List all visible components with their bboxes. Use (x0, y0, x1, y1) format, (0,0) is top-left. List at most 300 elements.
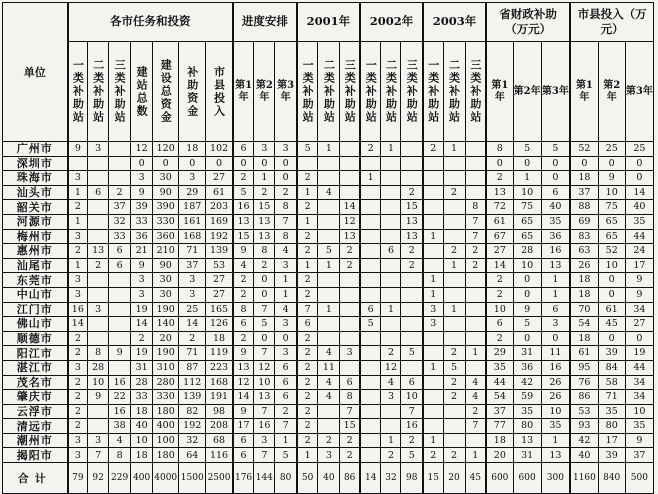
value-cell: 90 (153, 258, 179, 273)
value-cell: 2 (297, 390, 318, 405)
value-cell: 82 (179, 404, 206, 419)
value-cell: 13 (513, 433, 541, 448)
value-cell: 18 (570, 273, 598, 288)
value-cell: 1 (297, 258, 318, 273)
value-cell: 13 (486, 185, 513, 200)
value-cell: 37 (486, 404, 513, 419)
value-cell: 840 (598, 463, 625, 494)
value-cell: 6 (401, 375, 423, 390)
value-cell: 5 (318, 244, 340, 259)
value-cell (318, 404, 340, 419)
value-cell (423, 375, 443, 390)
station-class-header: 二类补助站 (443, 42, 465, 142)
value-cell: 16 (109, 375, 131, 390)
value-cell: 9 (131, 258, 153, 273)
value-cell: 40 (318, 463, 340, 494)
table-row (3, 171, 654, 186)
value-cell (401, 302, 423, 317)
value-cell: 2 (68, 404, 88, 419)
value-cell: 19 (131, 302, 153, 317)
value-cell: 13 (340, 229, 360, 244)
value-cell: 32 (381, 463, 401, 494)
value-cell: 19 (625, 346, 653, 361)
value-cell: 210 (153, 244, 179, 259)
value-cell: 79 (68, 463, 88, 494)
value-cell (360, 375, 381, 390)
value-cell: 39 (131, 200, 153, 215)
value-cell: 4 (318, 390, 340, 405)
value-cell: 10 (486, 302, 513, 317)
value-cell: 28 (88, 360, 109, 375)
value-cell: 2 (233, 287, 254, 302)
value-cell (443, 200, 465, 215)
value-cell: 2 (443, 346, 465, 361)
value-cell: 12 (381, 360, 401, 375)
value-cell: 5 (360, 317, 381, 332)
progress-year-header: 第2年 (254, 42, 275, 142)
value-cell: 7 (465, 229, 486, 244)
value-cell: 61 (598, 302, 625, 317)
value-cell (360, 419, 381, 434)
value-cell: 35 (541, 419, 570, 434)
value-cell (465, 287, 486, 302)
value-cell (465, 317, 486, 332)
value-cell: 42 (513, 375, 541, 390)
value-cell (297, 156, 318, 171)
funding-year-header: 第2年 (598, 42, 625, 142)
value-cell: 25 (179, 302, 206, 317)
value-cell: 88 (570, 200, 598, 215)
value-cell (360, 346, 381, 361)
value-cell: 3 (275, 258, 297, 273)
value-cell: 14 (233, 390, 254, 405)
value-cell: 13 (401, 229, 423, 244)
value-cell (109, 273, 131, 288)
unit-cell: 佛山市 (3, 317, 68, 332)
value-cell: 31 (513, 448, 541, 463)
value-cell (401, 360, 423, 375)
station-class-header: 二类补助站 (318, 42, 340, 142)
value-cell: 4 (109, 433, 131, 448)
value-cell: 112 (179, 375, 206, 390)
value-cell: 61 (486, 214, 513, 229)
value-cell (109, 287, 131, 302)
value-cell (381, 185, 401, 200)
value-cell: 37 (570, 185, 598, 200)
value-cell: 27 (625, 317, 653, 332)
value-cell: 76 (570, 375, 598, 390)
value-cell (109, 360, 131, 375)
value-cell: 2 (401, 244, 423, 259)
value-cell (340, 360, 360, 375)
value-cell: 16 (109, 404, 131, 419)
value-cell: 1 (443, 258, 465, 273)
value-cell: 59 (513, 390, 541, 405)
value-cell: 14 (340, 200, 360, 215)
table-row (3, 200, 654, 215)
value-cell: 33 (109, 229, 131, 244)
value-cell: 2 (297, 419, 318, 434)
unit-cell: 阳江市 (3, 346, 68, 361)
value-cell: 0 (254, 287, 275, 302)
unit-cell: 汕尾市 (3, 258, 68, 273)
value-cell: 29 (486, 346, 513, 361)
value-cell: 38 (109, 419, 131, 434)
table-row (3, 317, 654, 332)
value-cell: 360 (153, 229, 179, 244)
value-cell: 5 (297, 142, 318, 157)
station-class-header: 一类补助站 (297, 42, 318, 142)
value-cell (465, 433, 486, 448)
unit-cell: 中山市 (3, 287, 68, 302)
value-cell: 400 (131, 463, 153, 494)
value-cell: 330 (153, 214, 179, 229)
value-cell: 2 (68, 200, 88, 215)
value-cell: 1 (513, 171, 541, 186)
value-cell: 2 (423, 448, 443, 463)
value-cell: 2 (297, 287, 318, 302)
value-cell: 14 (179, 317, 206, 332)
value-cell (318, 200, 340, 215)
table-row (3, 244, 654, 259)
value-cell: 4 (233, 258, 254, 273)
value-cell (423, 258, 443, 273)
value-cell (443, 404, 465, 419)
value-cell: 169 (206, 214, 233, 229)
value-cell: 39 (598, 448, 625, 463)
value-cell (109, 156, 131, 171)
value-cell: 2 (88, 258, 109, 273)
value-cell: 2 (360, 142, 381, 157)
value-cell (381, 229, 401, 244)
value-cell: 1 (541, 433, 570, 448)
value-cell: 2 (254, 185, 275, 200)
value-cell: 44 (625, 229, 653, 244)
value-cell: 6 (297, 317, 318, 332)
value-cell: 1 (297, 185, 318, 200)
value-cell: 31 (131, 360, 153, 375)
value-cell (423, 331, 443, 346)
table-row (3, 375, 654, 390)
value-cell: 70 (570, 302, 598, 317)
value-cell: 1 (423, 287, 443, 302)
value-cell: 37 (625, 448, 653, 463)
value-cell: 64 (179, 448, 206, 463)
value-cell: 44 (625, 360, 653, 375)
unit-cell: 惠州市 (3, 244, 68, 259)
value-cell: 22 (109, 390, 131, 405)
value-cell: 191 (206, 390, 233, 405)
value-cell (423, 156, 443, 171)
value-cell: 40 (570, 448, 598, 463)
value-cell: 1 (68, 214, 88, 229)
value-cell: 34 (625, 375, 653, 390)
value-cell: 75 (513, 200, 541, 215)
value-cell (88, 214, 109, 229)
value-cell (318, 273, 340, 288)
value-cell: 8 (465, 200, 486, 215)
value-cell (381, 317, 401, 332)
value-cell: 54 (570, 317, 598, 332)
value-cell: 53 (570, 404, 598, 419)
value-cell: 5 (401, 448, 423, 463)
value-cell: 5 (443, 360, 465, 375)
value-cell: 1 (360, 171, 381, 186)
value-cell: 6 (275, 375, 297, 390)
value-cell: 1 (297, 214, 318, 229)
value-cell: 1 (423, 273, 443, 288)
value-cell: 2 (465, 404, 486, 419)
value-cell: 2 (297, 346, 318, 361)
value-cell (381, 287, 401, 302)
value-cell: 50 (297, 463, 318, 494)
value-cell: 500 (625, 463, 653, 494)
value-cell: 0 (541, 331, 570, 346)
value-cell: 77 (486, 419, 513, 434)
value-cell: 0 (598, 287, 625, 302)
value-cell: 1 (541, 287, 570, 302)
total-row (3, 463, 654, 494)
value-cell: 3 (88, 433, 109, 448)
value-cell: 2 (233, 273, 254, 288)
year-2001-header: 2001年 (297, 3, 360, 42)
funding-year-header: 第3年 (541, 42, 570, 142)
table-row (3, 448, 654, 463)
value-cell: 83 (570, 229, 598, 244)
funding-year-header: 第3年 (625, 42, 653, 142)
value-cell (423, 171, 443, 186)
value-cell: 120 (153, 142, 179, 157)
value-cell (401, 331, 423, 346)
value-cell: 1 (423, 229, 443, 244)
value-cell: 3 (68, 433, 88, 448)
value-cell (318, 419, 340, 434)
value-cell: 35 (625, 419, 653, 434)
value-cell: 29 (179, 185, 206, 200)
value-cell: 33 (131, 214, 153, 229)
value-cell: 9 (625, 287, 653, 302)
value-cell: 10 (131, 433, 153, 448)
value-cell: 161 (179, 214, 206, 229)
value-cell: 16 (401, 419, 423, 434)
value-cell: 2 (297, 273, 318, 288)
unit-cell: 深圳市 (3, 156, 68, 171)
station-class-header: 二类补助站 (381, 42, 401, 142)
value-cell: 1 (465, 448, 486, 463)
value-cell (381, 404, 401, 419)
value-cell: 9 (109, 346, 131, 361)
value-cell: 0 (254, 273, 275, 288)
value-cell: 2 (254, 258, 275, 273)
value-cell: 2 (68, 331, 88, 346)
value-cell: 12 (340, 214, 360, 229)
value-cell: 15 (233, 229, 254, 244)
value-cell: 20 (486, 448, 513, 463)
value-cell: 19 (131, 346, 153, 361)
value-cell: 1 (443, 142, 465, 157)
value-cell: 5 (513, 317, 541, 332)
station-class-header: 三类补助站 (401, 42, 423, 142)
value-cell: 2 (233, 331, 254, 346)
value-cell: 600 (486, 463, 513, 494)
value-cell (423, 214, 443, 229)
value-cell: 3 (275, 317, 297, 332)
value-cell: 7 (254, 302, 275, 317)
value-cell (423, 185, 443, 200)
value-cell (340, 331, 360, 346)
value-cell: 4000 (153, 463, 179, 494)
table-row (3, 331, 654, 346)
value-cell: 71 (179, 346, 206, 361)
value-cell: 3 (179, 273, 206, 288)
unit-cell: 江门市 (3, 302, 68, 317)
value-cell: 8 (486, 142, 513, 157)
value-cell: 1 (381, 433, 401, 448)
value-cell: 2 (233, 171, 254, 186)
value-cell (401, 273, 423, 288)
value-cell: 2 (340, 448, 360, 463)
value-cell: 0 (254, 331, 275, 346)
value-cell: 34 (625, 302, 653, 317)
value-cell (443, 273, 465, 288)
station-class-header: 一类补助站 (360, 42, 381, 142)
value-cell: 44 (486, 375, 513, 390)
task-col-header: 三类补助站 (109, 42, 131, 142)
value-cell (381, 419, 401, 434)
funding-year-header: 第1年 (486, 42, 513, 142)
value-cell: 1 (423, 433, 443, 448)
value-cell: 12 (233, 375, 254, 390)
value-cell: 139 (179, 390, 206, 405)
value-cell: 10 (88, 375, 109, 390)
value-cell: 2 (297, 171, 318, 186)
unit-header: 单位 (3, 3, 68, 142)
value-cell: 84 (598, 360, 625, 375)
value-cell: 7 (88, 448, 109, 463)
value-cell: 45 (598, 317, 625, 332)
value-cell (465, 302, 486, 317)
value-cell: 63 (570, 244, 598, 259)
value-cell (340, 317, 360, 332)
value-cell: 5 (233, 185, 254, 200)
year-2003-header: 2003年 (423, 3, 486, 42)
unit-cell: 合计 (3, 463, 68, 494)
value-cell: 10 (513, 258, 541, 273)
value-cell (401, 287, 423, 302)
value-cell: 72 (486, 200, 513, 215)
value-cell (318, 171, 340, 186)
value-cell: 116 (206, 448, 233, 463)
value-cell: 7 (401, 404, 423, 419)
unit-cell: 珠海市 (3, 171, 68, 186)
value-cell: 12 (254, 360, 275, 375)
value-cell: 61 (206, 185, 233, 200)
value-cell: 1 (423, 360, 443, 375)
value-cell (318, 287, 340, 302)
unit-cell: 河源市 (3, 214, 68, 229)
value-cell: 10 (541, 404, 570, 419)
value-cell: 37 (109, 200, 131, 215)
value-cell (109, 302, 131, 317)
value-cell (318, 156, 340, 171)
value-cell: 58 (598, 375, 625, 390)
value-cell: 27 (206, 171, 233, 186)
value-cell: 24 (625, 244, 653, 259)
value-cell: 13 (254, 229, 275, 244)
value-cell: 2 (340, 258, 360, 273)
value-cell: 0 (570, 156, 598, 171)
value-cell: 0 (275, 156, 297, 171)
value-cell: 8 (275, 229, 297, 244)
provincial-subsidy-header (486, 3, 570, 42)
value-cell (109, 171, 131, 186)
value-cell: 3 (381, 390, 401, 405)
value-cell: 2 (340, 244, 360, 259)
value-cell: 6 (275, 390, 297, 405)
value-cell: 45 (465, 463, 486, 494)
value-cell: 1 (254, 171, 275, 186)
value-cell: 4 (381, 375, 401, 390)
value-cell: 32 (109, 214, 131, 229)
value-cell: 17 (233, 419, 254, 434)
value-cell: 168 (179, 229, 206, 244)
value-cell: 0 (598, 156, 625, 171)
value-cell: 1 (318, 258, 340, 273)
value-cell (360, 287, 381, 302)
value-cell: 35 (598, 404, 625, 419)
value-cell: 0 (131, 156, 153, 171)
value-cell: 330 (153, 390, 179, 405)
value-cell: 13 (541, 258, 570, 273)
value-cell: 8 (233, 302, 254, 317)
station-class-header: 三类补助站 (465, 42, 486, 142)
value-cell: 8 (275, 200, 297, 215)
value-cell: 5 (275, 448, 297, 463)
value-cell (360, 258, 381, 273)
value-cell: 0 (153, 156, 179, 171)
value-cell (443, 317, 465, 332)
value-cell: 1 (381, 302, 401, 317)
value-cell: 71 (179, 244, 206, 259)
value-cell: 71 (598, 390, 625, 405)
value-cell: 6 (381, 244, 401, 259)
value-cell: 400 (153, 419, 179, 434)
task-group-header: 各市任务和投资 (68, 3, 233, 42)
value-cell: 192 (206, 229, 233, 244)
value-cell: 180 (153, 404, 179, 419)
value-cell: 31 (513, 346, 541, 361)
value-cell: 3 (275, 142, 297, 157)
value-cell: 26 (541, 390, 570, 405)
value-cell: 13 (233, 360, 254, 375)
value-cell: 14 (68, 317, 88, 332)
value-cell: 75 (598, 200, 625, 215)
value-cell: 65 (513, 229, 541, 244)
value-cell: 65 (598, 214, 625, 229)
value-cell: 6 (233, 448, 254, 463)
city-investment-label: 市县投入（万元） (577, 7, 647, 36)
value-cell: 35 (486, 360, 513, 375)
value-cell: 6 (233, 317, 254, 332)
table-row (3, 229, 654, 244)
value-cell (318, 214, 340, 229)
value-cell: 7 (465, 214, 486, 229)
value-cell: 26 (541, 375, 570, 390)
value-cell: 1 (541, 273, 570, 288)
value-cell: 2 (68, 346, 88, 361)
value-cell: 13 (88, 244, 109, 259)
value-cell (381, 171, 401, 186)
